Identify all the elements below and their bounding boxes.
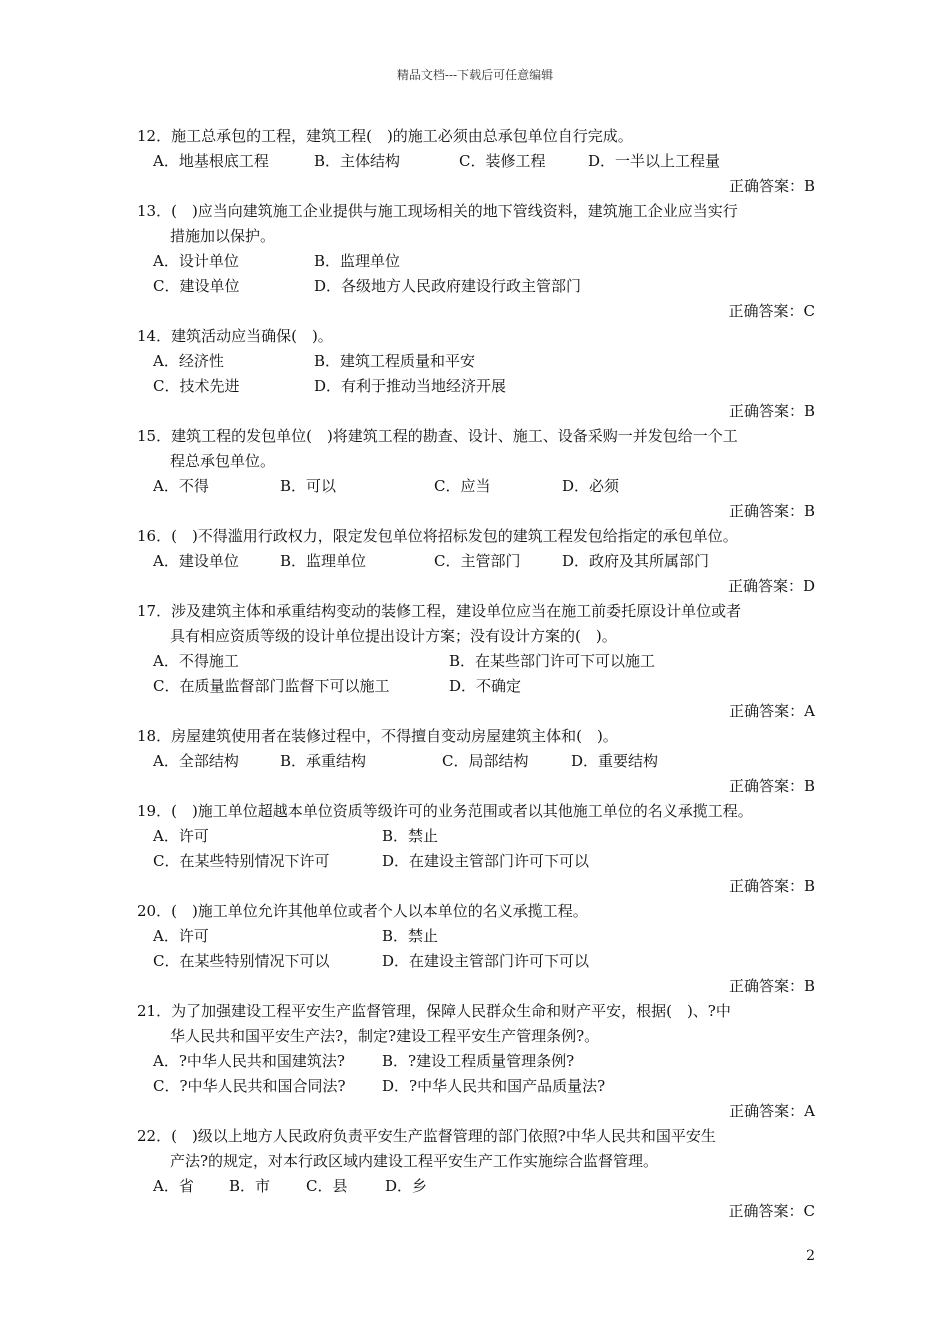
option-row [137, 549, 817, 574]
option-c: C．主管部门 [434, 552, 521, 570]
option-a: A．设计单位 [153, 252, 239, 270]
option-a: A．不得 [153, 477, 209, 495]
option-a: A．建设单位 [153, 552, 239, 570]
question-18 [137, 724, 817, 799]
question-text: 17．涉及建筑主体和承重结构变动的装修工程，建设单位应当在施工前委托原设计单位或者 [137, 602, 742, 620]
correct-answer: 正确答案：B [728, 402, 815, 420]
option-row [137, 824, 817, 849]
option-row [137, 849, 817, 874]
question-text-continued: 华人民共和国平安生产法?，制定?建设工程平安生产管理条例?。 [170, 1027, 600, 1045]
option-b: B．市 [229, 1177, 271, 1195]
question-text-continued: 程总承包单位。 [170, 452, 276, 470]
question-text: 21．为了加强建设工程平安生产监督管理，保障人民群众生命和财产平安，根据( )、?中 [137, 1002, 731, 1020]
option-b: B．主体结构 [314, 152, 401, 170]
option-row [137, 749, 817, 774]
question-19 [137, 799, 817, 899]
option-a: A．地基根底工程 [153, 152, 269, 170]
option-d: D．在建设主管部门许可下可以 [382, 852, 590, 870]
question-text-continued: 措施加以保护。 [170, 227, 276, 245]
option-c: C．装修工程 [459, 152, 546, 170]
correct-answer: 正确答案：B [728, 877, 815, 895]
question-17 [137, 599, 817, 724]
option-d: D．?中华人民共和国产品质量法? [382, 1077, 606, 1095]
question-text: 14．建筑活动应当确保( )。 [137, 327, 333, 345]
question-text-continued: 产法?的规定，对本行政区域内建设工程平安生产工作实施综合监督管理。 [170, 1152, 659, 1170]
option-c: C．技术先进 [153, 377, 240, 395]
option-d: D．政府及其所属部门 [562, 552, 710, 570]
option-c: C．县 [306, 1177, 348, 1195]
option-d: D．有利于推动当地经济开展 [314, 377, 507, 395]
option-row [137, 649, 817, 674]
question-16 [137, 524, 817, 599]
option-c: C．应当 [434, 477, 491, 495]
question-15 [137, 424, 817, 524]
option-d: D．乡 [385, 1177, 428, 1195]
correct-answer: 正确答案：A [729, 1102, 815, 1120]
option-row [137, 274, 817, 299]
correct-answer: 正确答案：B [728, 777, 815, 795]
option-a: A．经济性 [153, 352, 224, 370]
option-row [137, 149, 817, 174]
option-c: C．在质量监督部门监督下可以施工 [153, 677, 390, 695]
option-row [137, 1174, 817, 1199]
option-row [137, 474, 817, 499]
option-b: B．监理单位 [280, 552, 367, 570]
correct-answer: 正确答案：C [728, 1202, 815, 1220]
page-number: 2 [806, 1248, 815, 1264]
option-c: C．?中华人民共和国合同法? [153, 1077, 346, 1095]
option-row [137, 949, 817, 974]
option-d: D．不确定 [449, 677, 522, 695]
option-a: A．省 [153, 1177, 194, 1195]
correct-answer: 正确答案：D [727, 577, 815, 595]
question-text: 22．( )级以上地方人民政府负责平安生产监督管理的部门依照?中华人民共和国平安生 [137, 1127, 716, 1145]
option-row [137, 1074, 817, 1099]
question-text: 18．房屋建筑使用者在装修过程中，不得擅自变动房屋建筑主体和( )。 [137, 727, 618, 745]
option-b: B．监理单位 [314, 252, 401, 270]
question-21 [137, 999, 817, 1124]
question-text: 19．( )施工单位超越本单位资质等级许可的业务范围或者以其他施工单位的名义承揽工程。 [137, 802, 753, 820]
option-a: A．?中华人民共和国建筑法? [153, 1052, 345, 1070]
correct-answer: 正确答案：A [729, 702, 815, 720]
question-text: 12．施工总承包的工程，建筑工程( )的施工必须由总承包单位自行完成。 [137, 127, 633, 145]
option-b: B．承重结构 [280, 752, 367, 770]
option-d: D．在建设主管部门许可下可以 [382, 952, 590, 970]
question-text-continued: 具有相应资质等级的设计单位提出设计方案；没有设计方案的( )。 [170, 627, 617, 645]
correct-answer: 正确答案：C [728, 302, 815, 320]
option-c: C．在某些特别情况下可以 [153, 952, 330, 970]
option-c: C．建设单位 [153, 277, 240, 295]
option-d: D．各级地方人民政府建设行政主管部门 [314, 277, 582, 295]
question-text: 16．( )不得滥用行政权力，限定发包单位将招标发包的建筑工程发包给指定的承包单位。 [137, 527, 738, 545]
option-a: A．许可 [153, 927, 209, 945]
option-row [137, 674, 817, 699]
option-b: B．建筑工程质量和平安 [314, 352, 476, 370]
question-12 [137, 124, 817, 199]
option-row [137, 349, 817, 374]
correct-answer: 正确答案：B [728, 977, 815, 995]
question-22 [137, 1124, 817, 1224]
option-row [137, 1049, 817, 1074]
question-13 [137, 199, 817, 324]
option-d: D．重要结构 [571, 752, 659, 770]
option-row [137, 374, 817, 399]
question-14 [137, 324, 817, 424]
correct-answer: 正确答案：B [728, 502, 815, 520]
question-text: 13．( )应当向建筑施工企业提供与施工现场相关的地下管线资料，建筑施工企业应当实行 [137, 202, 738, 220]
option-a: A．许可 [153, 827, 209, 845]
option-b: B．禁止 [382, 827, 439, 845]
option-row [137, 249, 817, 274]
option-c: C．在某些特别情况下许可 [153, 852, 330, 870]
question-20 [137, 899, 817, 999]
question-text: 20．( )施工单位允许其他单位或者个人以本单位的名义承揽工程。 [137, 902, 588, 920]
option-row [137, 924, 817, 949]
correct-answer: 正确答案：B [728, 177, 815, 195]
option-d: D．一半以上工程量 [588, 152, 721, 170]
option-d: D．必须 [562, 477, 620, 495]
option-b: B．?建设工程质量管理条例? [382, 1052, 575, 1070]
question-text: 15．建筑工程的发包单位( )将建筑工程的勘查、设计、施工、设备采购一并发包给一个工 [137, 427, 738, 445]
option-b: B．禁止 [382, 927, 439, 945]
option-a: A．不得施工 [153, 652, 239, 670]
question-list [137, 124, 817, 1224]
option-c: C．局部结构 [442, 752, 529, 770]
option-a: A．全部结构 [153, 752, 239, 770]
option-b: B．在某些部门许可下可以施工 [449, 652, 656, 670]
page-header: 精品文档---下载后可任意编辑 [396, 68, 554, 82]
option-b: B．可以 [280, 477, 337, 495]
